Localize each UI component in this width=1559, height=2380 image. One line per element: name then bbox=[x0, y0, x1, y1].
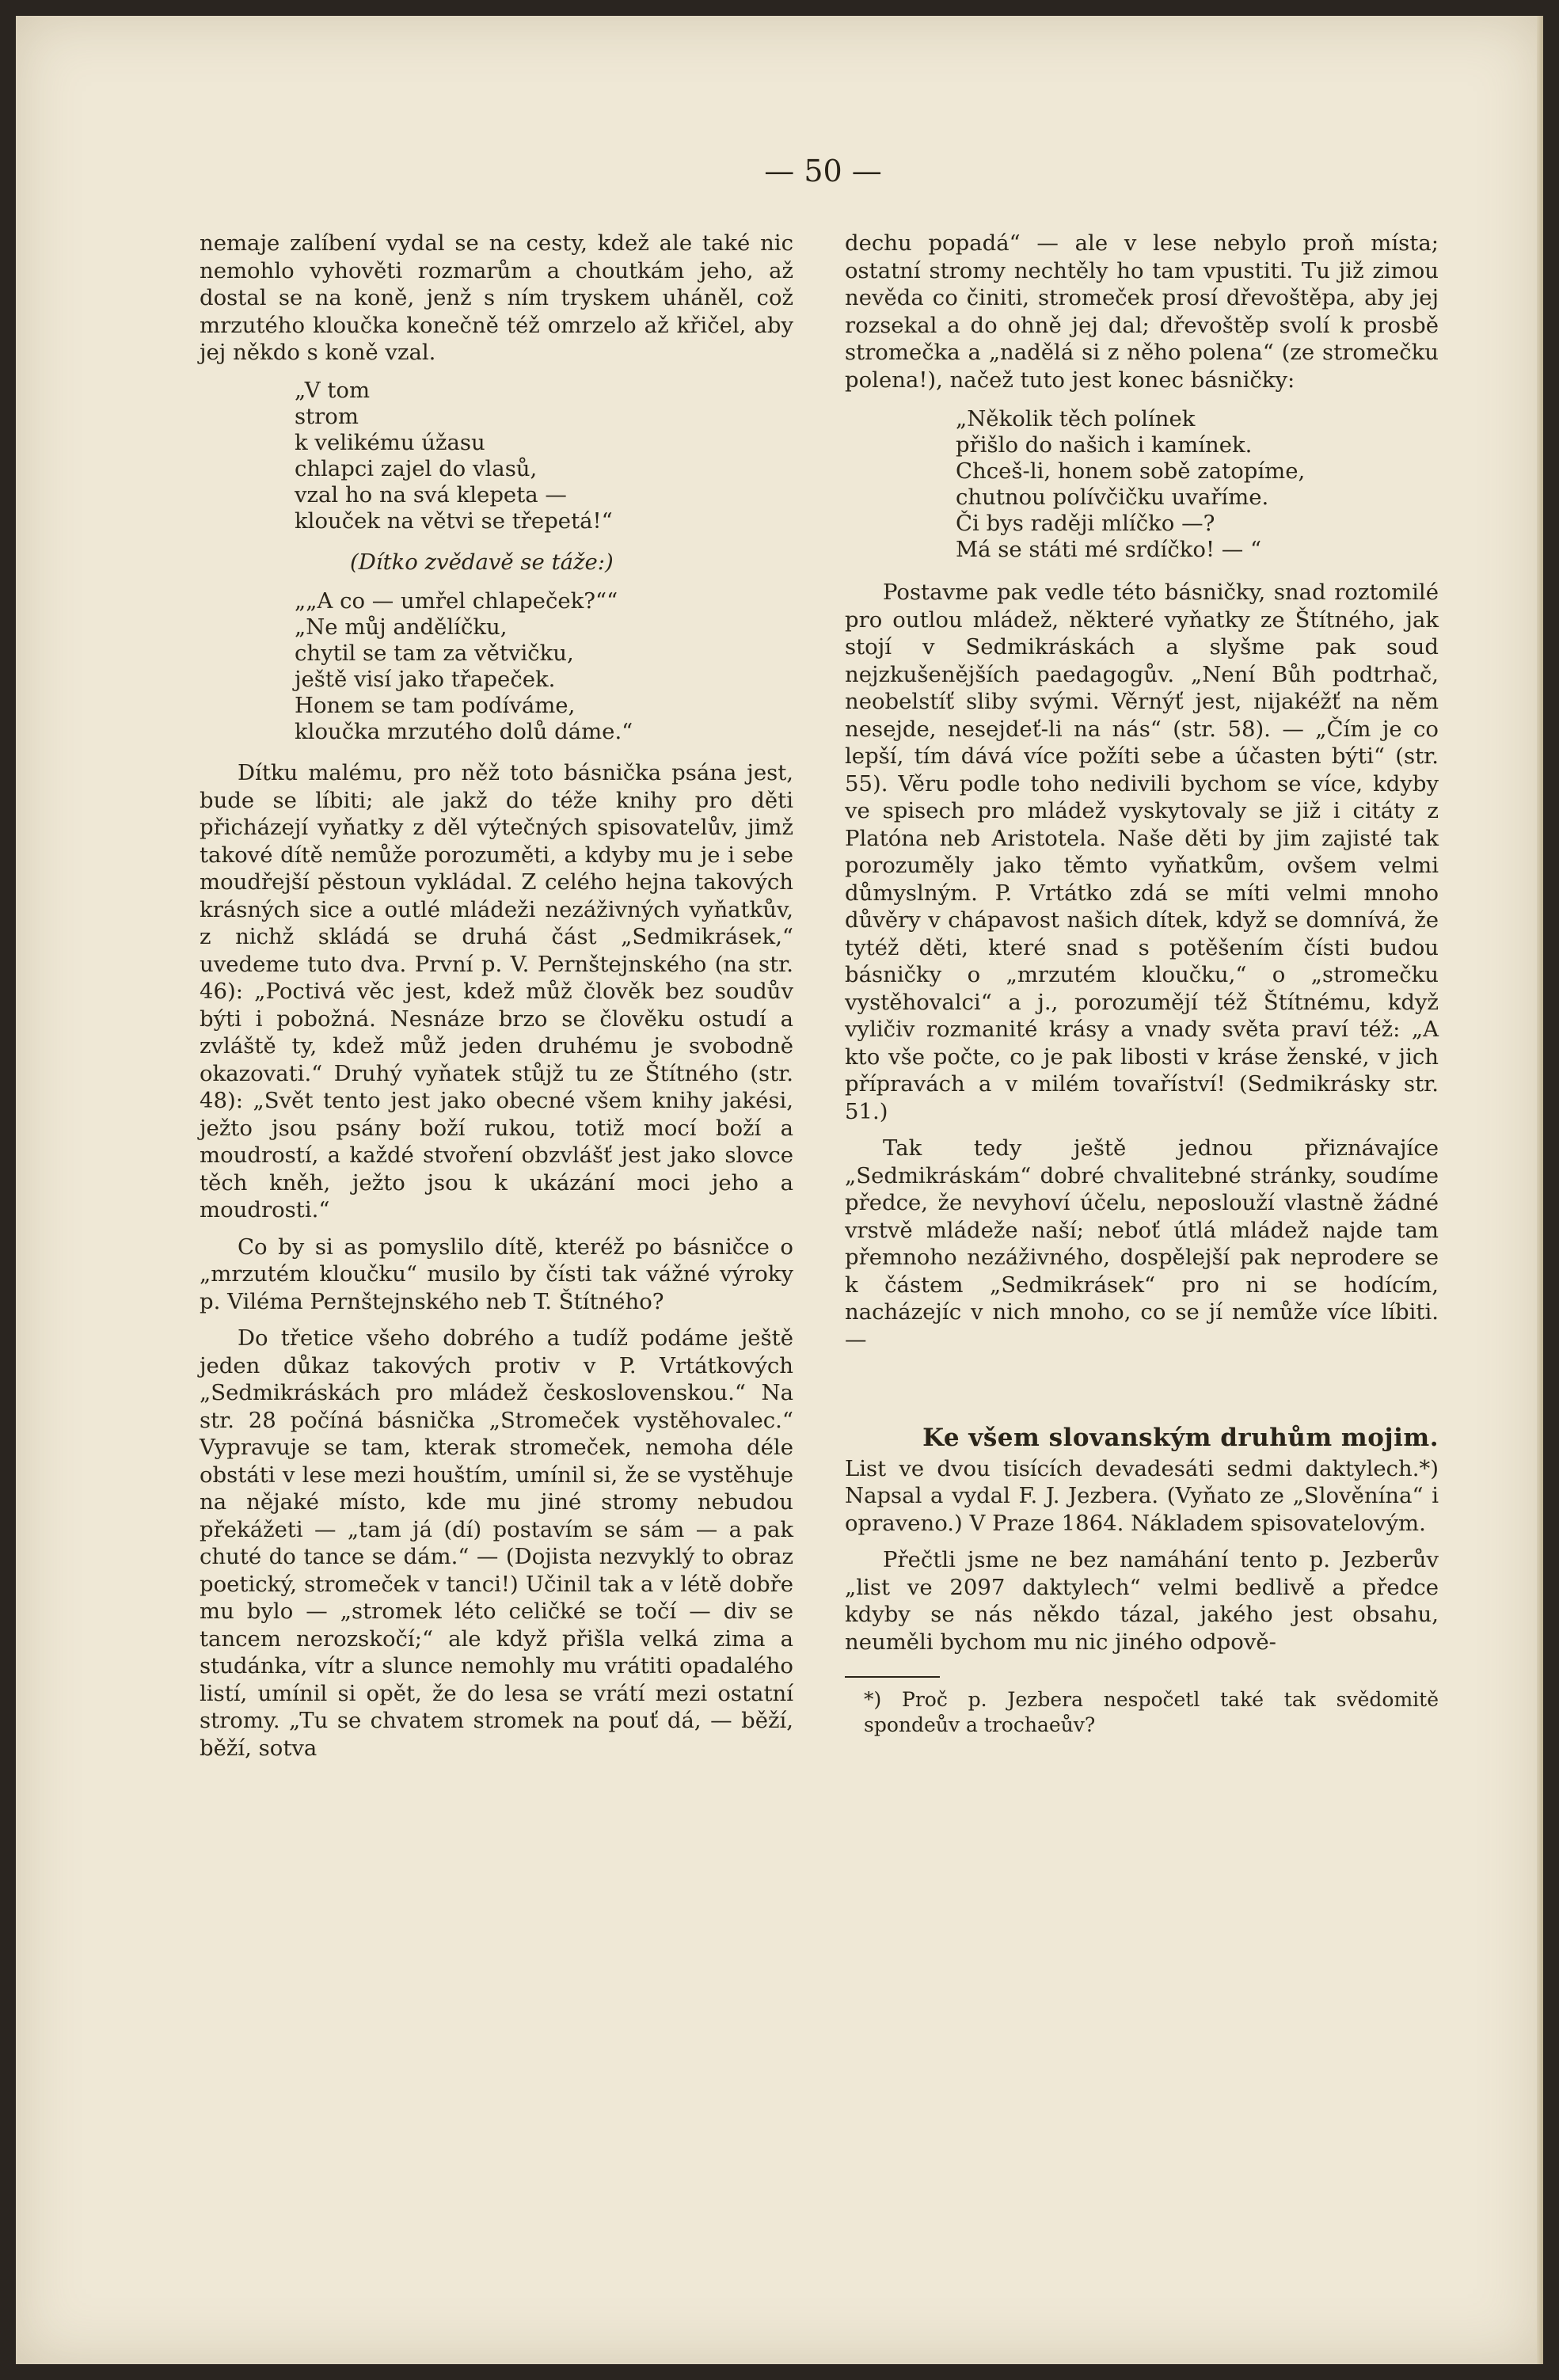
poem-line: kloučka mrzutého dolů dáme.“ bbox=[295, 719, 633, 744]
right-poem bbox=[956, 406, 1439, 563]
poem-line: strom bbox=[295, 403, 359, 429]
poem-line: Či bys raději mlíčko —? bbox=[956, 511, 1215, 536]
book-page bbox=[16, 16, 1543, 2364]
poem-line: Honem se tam podíváme, bbox=[295, 693, 576, 718]
right-paragraph-3: Tak tedy ještě jednou přiznávajíce „Sedmikráskám“ dobré chvalitebné stránky, soudíme předce, že nevyhoví účelu, neposlouží vlastně žádné vrstvě mládeže naší; neboť útlá mládež najde tam přemnoho nezáživného, dospělejší pak neprodere se k částem „Sedmikrásek“ pro ni se hodícím, nacházejíc v nich mnoho, co se jí nemůže více líbiti. — bbox=[845, 1135, 1439, 1352]
poem-line: Chceš-li, honem sobě zatopíme, bbox=[956, 458, 1306, 484]
left-column bbox=[200, 230, 793, 1771]
poem-line: chytil se tam za větvičku, bbox=[295, 641, 574, 666]
poem-line: Má se státi mé srdíčko! — “ bbox=[956, 537, 1262, 562]
poem-line: „„A co — umřel chlapeček?““ bbox=[295, 588, 618, 614]
page-number: — 50 — bbox=[764, 154, 882, 188]
right-paragraph-1: dechu popadá“ — ale v lese nebylo proň místa; ostatní stromy nechtěly ho tam vpustiti. Tu již zimou nevěda co činiti, stromeček prosí dřevoštěpa, aby jej rozsekal a do ohně jej dal; dřevoštěp svolí k prosbě stromečka a „nadělá si z něho polena“ (ze stromečku polena!), načež tuto jest konec básničky: bbox=[845, 230, 1439, 393]
poem-line: vzal ho na svá klepeta — bbox=[295, 481, 567, 508]
book-citation: List ve dvou tisících devadesáti sedmi daktylech.*) Napsal a vydal F. J. Jezbera. (Vyňato ze „Slověnína“ i opraveno.) V Praze 1864. Nákladem spisovatelovým. bbox=[845, 1455, 1439, 1536]
poem-line: „V tom bbox=[295, 377, 371, 403]
footnote: *) Proč p. Jezbera nespočetl také tak svědomitě spondeův a trochaeův? bbox=[864, 1688, 1439, 1736]
page-edge bbox=[1537, 16, 1543, 2364]
left-paragraph-4: Do třetice všeho dobrého a tudíž podáme ještě jeden důkaz takových protiv v P. Vrtátkových „Sedmikráskách pro mládež československou.“ Na str. 28 počíná básnička „Stromeček vystěhovalec.“ Vypravuje se tam, kterak stromeček, nemoha déle obstáti v lese mezi houštím, umínil si, že se vystěhuje na nějaké místo, kde mu jiné stromy nebudou překážeti — „tam já (dí) postavím se sám — a pak chuté do tance se dám.“ — (Dojista nezvyklý to obraz poetický, stromeček v tanci!) Učinil tak a v létě dobře mu bylo — „stromek léto celičké se točí — div se tancem nerozskočí;“ ale když přišla velká zima a studánka, vítr a slunce nemohly mu vrátiti opadalého listí, umínil si opět, že do lesa se vrátí mezi ostatní stromy. „Tu se chvatem stromek na pouť dá, — běží, běží, sotva bbox=[200, 1325, 793, 1761]
right-paragraph-2: Postavme pak vedle této básničky, snad roztomilé pro outlou mládež, některé vyňatky ze Štítného, jak stojí v Sedmikráskách a slyšme pak soud nejzkušenějších paedagogův. „Není Bůh podtrhač, neobelstíť sliby svými. Věrnýť jest, nijakéžť na něm nesejde, nesejdeť-li na nás“ (str. 58). — „Čím je co lepší, tím dává více požíti sebe a účasten býti“ (str. 55). Věru podle toho nedivili bychom se více, kdyby ve spisech pro mládež vyskytovaly se již i citáty z Platóna neb Aristotela. Naše děti by jim zajisté tak porozuměly jako těmto vyňatkům, ovšem velmi důmyslným. P. Vrtátko zdá se míti velmi mnoho důvěry v chápavost našich dítek, když se domnívá, že tytéž děti, které snad s potěšením čísti budou básničky o „mrzutém kloučku,“ o „stromečku vystěhovalci“ a j., porozumějí též Štítnému, když vyličiv rozmanité krásy a vnady světa praví též: „A kto vše počte, co je pak libosti v kráse ženské, v jich přípravách a v milém tovaříství! (Sedmikrásky str. 51.) bbox=[845, 580, 1439, 1124]
left-paragraph-2: Dítku malému, pro něž toto básnička psána jest, bude se líbiti; ale jakž do téže knihy pro děti přicházejí vyňatky z děl výtečných spisovatelův, jimž takové dítě nemůže porozuměti, a kdyby mu je i sebe moudřejší pěstoun vykládal. Z celého hejna takových krásných sice a outlé mládeži nezáživných vyňatkův, z nichž skládá se druhá část „Sedmikrásek,“ uvedeme tuto dva. První p. V. Pernštejnského (na str. 46): „Poctivá věc jest, kdež můž člověk bez soudův býti i pobožná. Nesnáze brzo se člověku ostudí a zvláště ty, kdež můž jeden druhému je svobodně okazovati.“ Druhý vyňatek stůjž tu ze Štítného (str. 48): „Svět tento jest jako obecné všem knihy jakési, ježto jsou psány boží rukou, totiž mocí boží a moudrostí, a každé stvoření obzvlášť jest jako slovce těch kněh, ježto jsou k ukázání moci jeho a moudrosti.“ bbox=[200, 760, 793, 1222]
left-poem-1 bbox=[295, 378, 793, 534]
section-heading: Ke všem slovanským druhům mojim. bbox=[922, 1424, 1439, 1452]
poem-line: k velikému úžasu bbox=[295, 429, 485, 455]
left-poem-2 bbox=[295, 588, 793, 745]
footnote-rule bbox=[845, 1676, 940, 1678]
poem-line: chutnou polívčičku uvaříme. bbox=[956, 485, 1269, 510]
stage-direction: (Dítko zvědavě se táže:) bbox=[350, 549, 614, 575]
poem-line: přišlo do našich i kamínek. bbox=[956, 432, 1253, 458]
poem-line: ještě visí jako třapeček. bbox=[295, 667, 556, 692]
right-column bbox=[845, 230, 1439, 1738]
poem-line: chlapci zajel do vlasů, bbox=[295, 455, 538, 481]
poem-line: klouček na větvi se třepetá!“ bbox=[295, 508, 613, 534]
poem-line: „Ne můj andělíčku, bbox=[295, 614, 508, 640]
left-paragraph-1: nemaje zalíbení vydal se na cesty, kdež ale také nic nemohlo vyhověti rozmarům a choutkám jeho, až dostal se na koně, jenž s ním tryskem uháněl, což mrzutého kloučka konečně též omrzelo až křičel, aby jej někdo s koně vzal. bbox=[200, 230, 793, 365]
poem-line: „Několik těch polínek bbox=[956, 406, 1196, 432]
right-paragraph-5: Přečtli jsme ne bez namáhání tento p. Jezberův „list ve 2097 daktylech“ velmi bedlivě a předce kdyby se nás někdo tázal, jakého jest obsahu, neuměli bychom mu nic jiného odpově- bbox=[845, 1547, 1439, 1655]
left-paragraph-3: Co by si as pomyslilo dítě, kteréž po básničce o „mrzutém kloučku“ musilo by čísti tak vážné výroky p. Viléma Pernštejnského neb T. Štítného? bbox=[200, 1234, 793, 1314]
